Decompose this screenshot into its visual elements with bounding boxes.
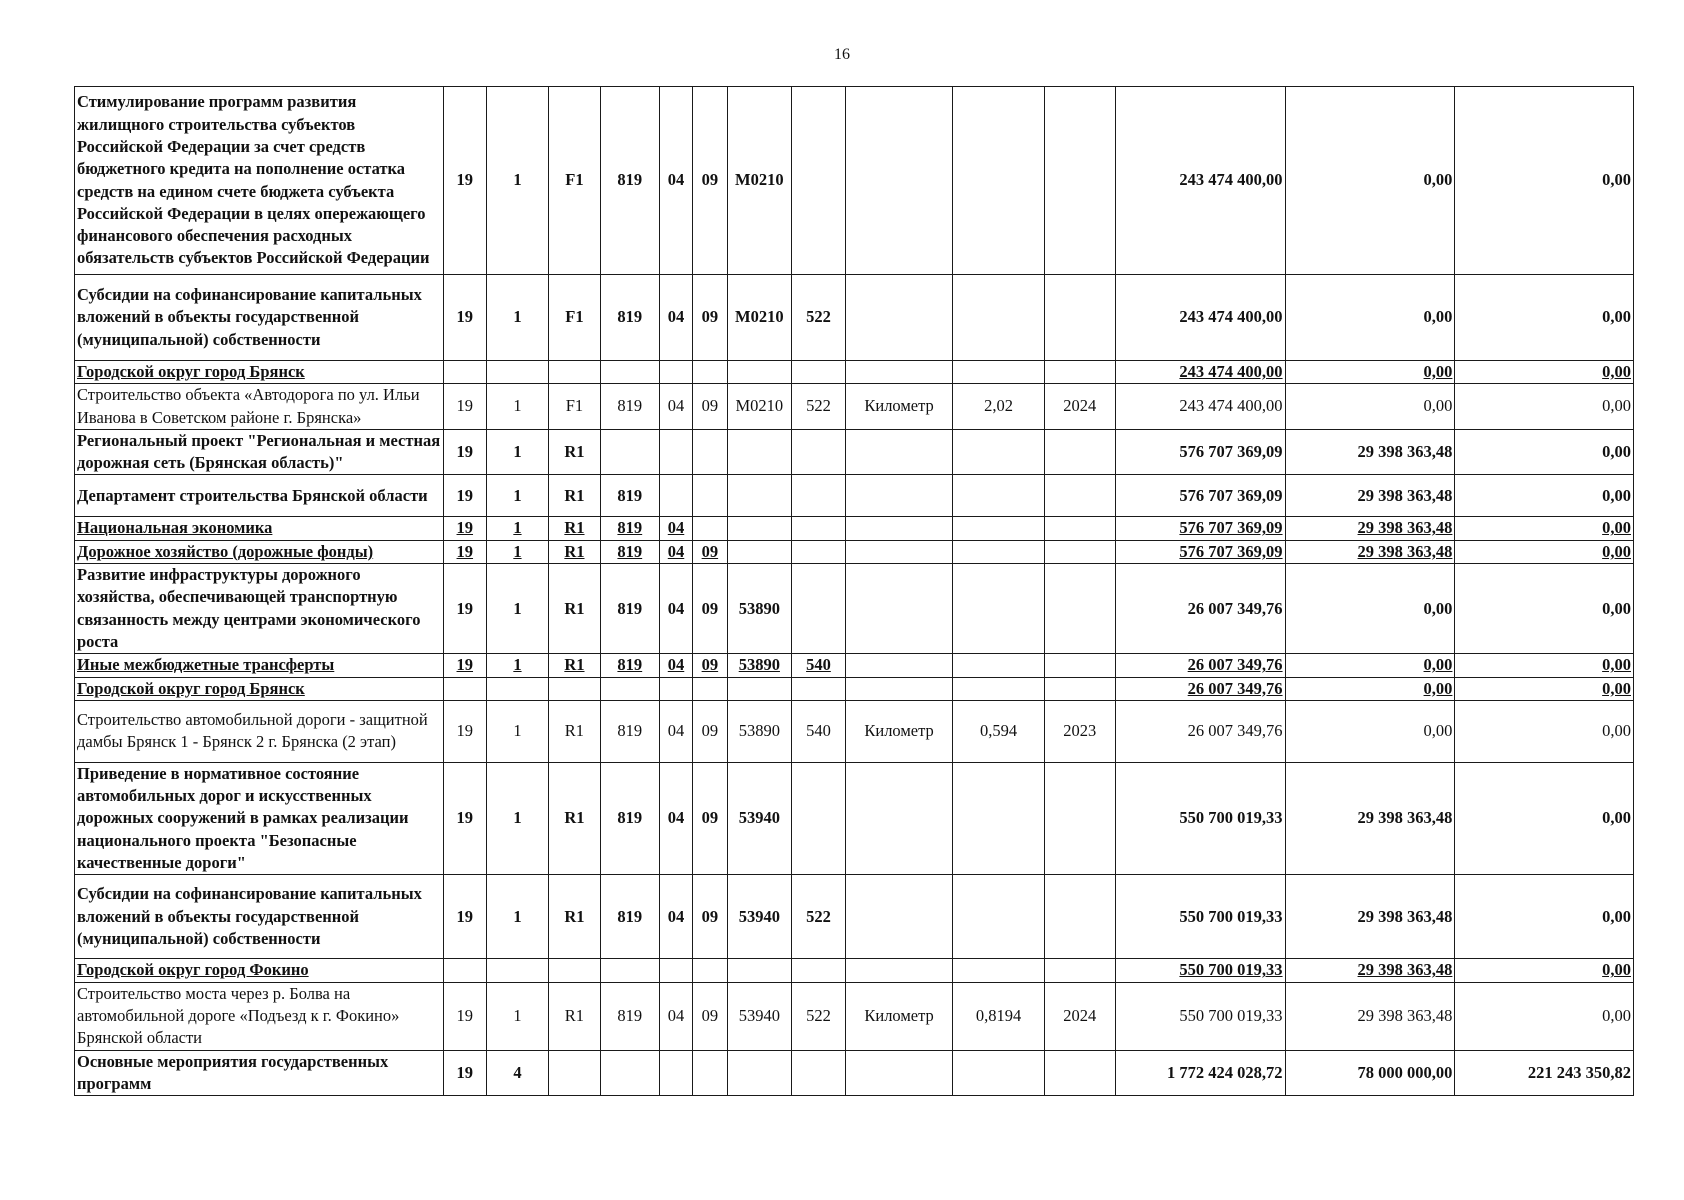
code-subprogram bbox=[486, 677, 548, 700]
code-section: 04 bbox=[659, 384, 692, 430]
unit-of-measure bbox=[845, 275, 953, 361]
table-row bbox=[75, 564, 1634, 654]
code-target-article: M0210 bbox=[727, 384, 792, 430]
code-subsection: 09 bbox=[693, 564, 727, 654]
amount-2024: 0,00 bbox=[1285, 700, 1455, 762]
commissioning-year: 2024 bbox=[1044, 982, 1115, 1050]
code-target-article bbox=[727, 517, 792, 540]
code-section: 04 bbox=[659, 564, 692, 654]
amount-2023: 550 700 019,33 bbox=[1115, 959, 1285, 982]
amount-2025: 0,00 bbox=[1455, 540, 1634, 563]
code-section: 04 bbox=[659, 875, 692, 959]
code-section bbox=[659, 361, 692, 384]
code-ministry: 819 bbox=[600, 875, 659, 959]
code-ministry: 819 bbox=[600, 654, 659, 677]
amount-2023: 1 772 424 028,72 bbox=[1115, 1050, 1285, 1096]
code-subsection: 09 bbox=[693, 275, 727, 361]
code-subsection bbox=[693, 677, 727, 700]
code-program: 19 bbox=[443, 700, 486, 762]
code-expense-type: 522 bbox=[792, 875, 846, 959]
code-program bbox=[443, 959, 486, 982]
row-name: Строительство автомобильной дороги - защитной дамбы Брянск 1 - Брянск 2 г. Брянска (2 этап) bbox=[75, 700, 444, 762]
code-program: 19 bbox=[443, 275, 486, 361]
code-ministry: 819 bbox=[600, 982, 659, 1050]
code-expense-type: 540 bbox=[792, 654, 846, 677]
unit-of-measure bbox=[845, 475, 953, 517]
amount-2023: 243 474 400,00 bbox=[1115, 87, 1285, 275]
unit-of-measure bbox=[845, 517, 953, 540]
table-row bbox=[75, 475, 1634, 517]
row-name: Субсидии на софинансирование капитальных вложений в объекты государственной (муниципальной) собственности bbox=[75, 875, 444, 959]
amount-2024: 29 398 363,48 bbox=[1285, 762, 1455, 874]
code-ministry: 819 bbox=[600, 700, 659, 762]
amount-2025: 0,00 bbox=[1455, 429, 1634, 475]
code-subsection bbox=[693, 517, 727, 540]
code-project: R1 bbox=[549, 429, 601, 475]
code-section: 04 bbox=[659, 654, 692, 677]
code-subprogram: 1 bbox=[486, 429, 548, 475]
capacity-value bbox=[953, 762, 1044, 874]
code-project: R1 bbox=[549, 540, 601, 563]
row-name: Иные межбюджетные трансферты bbox=[75, 654, 444, 677]
code-program: 19 bbox=[443, 384, 486, 430]
code-expense-type bbox=[792, 540, 846, 563]
table-row bbox=[75, 1050, 1634, 1096]
amount-2025: 0,00 bbox=[1455, 361, 1634, 384]
code-subsection: 09 bbox=[693, 762, 727, 874]
unit-of-measure: Километр bbox=[845, 384, 953, 430]
code-subprogram: 1 bbox=[486, 540, 548, 563]
code-project: R1 bbox=[549, 564, 601, 654]
amount-2025: 0,00 bbox=[1455, 475, 1634, 517]
code-section: 04 bbox=[659, 87, 692, 275]
code-section: 04 bbox=[659, 540, 692, 563]
amount-2024: 29 398 363,48 bbox=[1285, 540, 1455, 563]
table-row bbox=[75, 875, 1634, 959]
amount-2024: 29 398 363,48 bbox=[1285, 475, 1455, 517]
row-name: Городской округ город Брянск bbox=[75, 361, 444, 384]
unit-of-measure bbox=[845, 361, 953, 384]
row-name: Городской округ город Брянск bbox=[75, 677, 444, 700]
code-section: 04 bbox=[659, 700, 692, 762]
code-project: F1 bbox=[549, 87, 601, 275]
code-expense-type bbox=[792, 959, 846, 982]
code-project: F1 bbox=[549, 384, 601, 430]
capacity-value: 2,02 bbox=[953, 384, 1044, 430]
amount-2023: 26 007 349,76 bbox=[1115, 564, 1285, 654]
amount-2024: 0,00 bbox=[1285, 654, 1455, 677]
amount-2023: 26 007 349,76 bbox=[1115, 700, 1285, 762]
code-subprogram: 1 bbox=[486, 762, 548, 874]
amount-2025: 0,00 bbox=[1455, 87, 1634, 275]
row-name: Приведение в нормативное состояние автомобильных дорог и искусственных дорожных сооружений в рамках реализации национального проекта "Безопасные качественные дороги" bbox=[75, 762, 444, 874]
table-row bbox=[75, 87, 1634, 275]
code-target-article bbox=[727, 959, 792, 982]
code-subsection: 09 bbox=[693, 982, 727, 1050]
code-subsection bbox=[693, 429, 727, 475]
row-name: Развитие инфраструктуры дорожного хозяйства, обеспечивающей транспортную связанность между центрами экономического роста bbox=[75, 564, 444, 654]
code-program: 19 bbox=[443, 429, 486, 475]
code-ministry bbox=[600, 677, 659, 700]
code-ministry: 819 bbox=[600, 384, 659, 430]
table-row bbox=[75, 959, 1634, 982]
code-expense-type bbox=[792, 517, 846, 540]
unit-of-measure bbox=[845, 429, 953, 475]
code-subsection: 09 bbox=[693, 700, 727, 762]
code-project: R1 bbox=[549, 982, 601, 1050]
code-target-article bbox=[727, 475, 792, 517]
table-row bbox=[75, 429, 1634, 475]
unit-of-measure bbox=[845, 564, 953, 654]
code-section bbox=[659, 959, 692, 982]
code-project bbox=[549, 361, 601, 384]
code-subsection bbox=[693, 475, 727, 517]
capacity-value bbox=[953, 959, 1044, 982]
table-row bbox=[75, 700, 1634, 762]
code-ministry: 819 bbox=[600, 540, 659, 563]
code-program bbox=[443, 361, 486, 384]
code-expense-type bbox=[792, 429, 846, 475]
amount-2024: 29 398 363,48 bbox=[1285, 875, 1455, 959]
commissioning-year bbox=[1044, 677, 1115, 700]
code-project bbox=[549, 1050, 601, 1096]
amount-2023: 576 707 369,09 bbox=[1115, 540, 1285, 563]
code-section: 04 bbox=[659, 982, 692, 1050]
code-program: 19 bbox=[443, 762, 486, 874]
code-section: 04 bbox=[659, 762, 692, 874]
table-row bbox=[75, 361, 1634, 384]
code-target-article: 53940 bbox=[727, 875, 792, 959]
commissioning-year bbox=[1044, 762, 1115, 874]
code-subprogram: 1 bbox=[486, 475, 548, 517]
code-expense-type: 522 bbox=[792, 982, 846, 1050]
capacity-value bbox=[953, 875, 1044, 959]
code-expense-type bbox=[792, 564, 846, 654]
table-row bbox=[75, 982, 1634, 1050]
table-row bbox=[75, 517, 1634, 540]
code-subprogram: 1 bbox=[486, 384, 548, 430]
capacity-value bbox=[953, 429, 1044, 475]
table-row bbox=[75, 654, 1634, 677]
unit-of-measure bbox=[845, 875, 953, 959]
code-subprogram: 1 bbox=[486, 982, 548, 1050]
code-program: 19 bbox=[443, 564, 486, 654]
amount-2025: 0,00 bbox=[1455, 384, 1634, 430]
code-section: 04 bbox=[659, 275, 692, 361]
code-subprogram: 4 bbox=[486, 1050, 548, 1096]
code-ministry: 819 bbox=[600, 762, 659, 874]
capacity-value bbox=[953, 475, 1044, 517]
commissioning-year bbox=[1044, 654, 1115, 677]
unit-of-measure bbox=[845, 1050, 953, 1096]
code-program bbox=[443, 677, 486, 700]
commissioning-year bbox=[1044, 564, 1115, 654]
amount-2023: 576 707 369,09 bbox=[1115, 475, 1285, 517]
amount-2023: 243 474 400,00 bbox=[1115, 384, 1285, 430]
commissioning-year bbox=[1044, 517, 1115, 540]
code-section: 04 bbox=[659, 517, 692, 540]
capacity-value: 0,594 bbox=[953, 700, 1044, 762]
code-expense-type bbox=[792, 361, 846, 384]
amount-2023: 243 474 400,00 bbox=[1115, 361, 1285, 384]
commissioning-year bbox=[1044, 361, 1115, 384]
amount-2024: 0,00 bbox=[1285, 564, 1455, 654]
code-target-article bbox=[727, 540, 792, 563]
code-subsection: 09 bbox=[693, 654, 727, 677]
amount-2025: 0,00 bbox=[1455, 875, 1634, 959]
row-name: Национальная экономика bbox=[75, 517, 444, 540]
code-subsection: 09 bbox=[693, 540, 727, 563]
amount-2024: 78 000 000,00 bbox=[1285, 1050, 1455, 1096]
amount-2024: 0,00 bbox=[1285, 361, 1455, 384]
commissioning-year bbox=[1044, 1050, 1115, 1096]
code-ministry bbox=[600, 959, 659, 982]
code-program: 19 bbox=[443, 654, 486, 677]
code-program: 19 bbox=[443, 517, 486, 540]
code-subprogram: 1 bbox=[486, 564, 548, 654]
code-expense-type bbox=[792, 677, 846, 700]
amount-2023: 26 007 349,76 bbox=[1115, 654, 1285, 677]
amount-2023: 576 707 369,09 bbox=[1115, 429, 1285, 475]
code-subprogram: 1 bbox=[486, 275, 548, 361]
amount-2023: 550 700 019,33 bbox=[1115, 982, 1285, 1050]
code-project bbox=[549, 677, 601, 700]
code-subprogram bbox=[486, 361, 548, 384]
amount-2024: 29 398 363,48 bbox=[1285, 429, 1455, 475]
code-project: R1 bbox=[549, 517, 601, 540]
code-project: R1 bbox=[549, 475, 601, 517]
unit-of-measure bbox=[845, 654, 953, 677]
row-name: Стимулирование программ развития жилищного строительства субъектов Российской Федерации за счет средств бюджетного кредита на пополнение остатка средств на едином счете бюджета субъекта Российской Федерации в целях опережающего финансового обеспечения расходных обязательств субъектов Российской Федерации bbox=[75, 87, 444, 275]
row-name: Основные мероприятия государственных программ bbox=[75, 1050, 444, 1096]
code-subprogram bbox=[486, 959, 548, 982]
code-project bbox=[549, 959, 601, 982]
amount-2025: 0,00 bbox=[1455, 517, 1634, 540]
code-subsection bbox=[693, 959, 727, 982]
commissioning-year: 2024 bbox=[1044, 384, 1115, 430]
amount-2024: 0,00 bbox=[1285, 677, 1455, 700]
amount-2024: 29 398 363,48 bbox=[1285, 959, 1455, 982]
amount-2023: 550 700 019,33 bbox=[1115, 762, 1285, 874]
code-expense-type bbox=[792, 475, 846, 517]
budget-table bbox=[74, 86, 1634, 1096]
unit-of-measure bbox=[845, 540, 953, 563]
code-target-article bbox=[727, 677, 792, 700]
code-expense-type: 522 bbox=[792, 384, 846, 430]
capacity-value bbox=[953, 564, 1044, 654]
unit-of-measure bbox=[845, 677, 953, 700]
code-target-article bbox=[727, 361, 792, 384]
code-subsection bbox=[693, 361, 727, 384]
code-subprogram: 1 bbox=[486, 517, 548, 540]
row-name: Субсидии на софинансирование капитальных вложений в объекты государственной (муниципальной) собственности bbox=[75, 275, 444, 361]
capacity-value bbox=[953, 1050, 1044, 1096]
amount-2024: 0,00 bbox=[1285, 87, 1455, 275]
amount-2025: 0,00 bbox=[1455, 982, 1634, 1050]
commissioning-year bbox=[1044, 540, 1115, 563]
code-subprogram: 1 bbox=[486, 87, 548, 275]
code-project: R1 bbox=[549, 654, 601, 677]
amount-2024: 29 398 363,48 bbox=[1285, 517, 1455, 540]
row-name: Региональный проект "Региональная и местная дорожная сеть (Брянская область)" bbox=[75, 429, 444, 475]
commissioning-year bbox=[1044, 475, 1115, 517]
code-target-article: M0210 bbox=[727, 87, 792, 275]
capacity-value bbox=[953, 517, 1044, 540]
unit-of-measure: Километр bbox=[845, 982, 953, 1050]
code-program: 19 bbox=[443, 540, 486, 563]
code-target-article: 53940 bbox=[727, 762, 792, 874]
code-expense-type: 522 bbox=[792, 275, 846, 361]
capacity-value bbox=[953, 87, 1044, 275]
code-ministry: 819 bbox=[600, 517, 659, 540]
code-expense-type: 540 bbox=[792, 700, 846, 762]
code-subsection: 09 bbox=[693, 87, 727, 275]
amount-2024: 29 398 363,48 bbox=[1285, 982, 1455, 1050]
amount-2025: 0,00 bbox=[1455, 564, 1634, 654]
code-expense-type bbox=[792, 1050, 846, 1096]
code-subprogram: 1 bbox=[486, 654, 548, 677]
code-section bbox=[659, 1050, 692, 1096]
code-ministry bbox=[600, 1050, 659, 1096]
code-target-article bbox=[727, 1050, 792, 1096]
amount-2024: 0,00 bbox=[1285, 275, 1455, 361]
amount-2025: 0,00 bbox=[1455, 959, 1634, 982]
code-program: 19 bbox=[443, 982, 486, 1050]
commissioning-year bbox=[1044, 275, 1115, 361]
code-subsection: 09 bbox=[693, 875, 727, 959]
row-name: Департамент строительства Брянской области bbox=[75, 475, 444, 517]
table-row bbox=[75, 275, 1634, 361]
code-subprogram: 1 bbox=[486, 700, 548, 762]
capacity-value bbox=[953, 654, 1044, 677]
code-subsection: 09 bbox=[693, 384, 727, 430]
unit-of-measure bbox=[845, 87, 953, 275]
code-section bbox=[659, 677, 692, 700]
code-project: R1 bbox=[549, 762, 601, 874]
amount-2023: 243 474 400,00 bbox=[1115, 275, 1285, 361]
table-row bbox=[75, 677, 1634, 700]
unit-of-measure: Километр bbox=[845, 700, 953, 762]
code-ministry: 819 bbox=[600, 475, 659, 517]
code-target-article: 53940 bbox=[727, 982, 792, 1050]
code-section bbox=[659, 429, 692, 475]
code-target-article: 53890 bbox=[727, 654, 792, 677]
amount-2025: 0,00 bbox=[1455, 275, 1634, 361]
commissioning-year bbox=[1044, 875, 1115, 959]
table-row bbox=[75, 762, 1634, 874]
commissioning-year bbox=[1044, 959, 1115, 982]
row-name: Дорожное хозяйство (дорожные фонды) bbox=[75, 540, 444, 563]
amount-2023: 576 707 369,09 bbox=[1115, 517, 1285, 540]
code-ministry: 819 bbox=[600, 87, 659, 275]
code-expense-type bbox=[792, 87, 846, 275]
capacity-value bbox=[953, 540, 1044, 563]
amount-2025: 0,00 bbox=[1455, 677, 1634, 700]
amount-2025: 0,00 bbox=[1455, 762, 1634, 874]
unit-of-measure bbox=[845, 959, 953, 982]
code-subprogram: 1 bbox=[486, 875, 548, 959]
amount-2025: 0,00 bbox=[1455, 700, 1634, 762]
code-target-article: M0210 bbox=[727, 275, 792, 361]
code-program: 19 bbox=[443, 87, 486, 275]
code-program: 19 bbox=[443, 875, 486, 959]
code-expense-type bbox=[792, 762, 846, 874]
amount-2023: 26 007 349,76 bbox=[1115, 677, 1285, 700]
code-program: 19 bbox=[443, 475, 486, 517]
code-ministry: 819 bbox=[600, 275, 659, 361]
table-row bbox=[75, 384, 1634, 430]
code-target-article: 53890 bbox=[727, 564, 792, 654]
commissioning-year bbox=[1044, 429, 1115, 475]
code-program: 19 bbox=[443, 1050, 486, 1096]
page-number: 16 bbox=[834, 46, 850, 63]
amount-2025: 0,00 bbox=[1455, 654, 1634, 677]
code-section bbox=[659, 475, 692, 517]
code-project: R1 bbox=[549, 875, 601, 959]
row-name: Городской округ город Фокино bbox=[75, 959, 444, 982]
unit-of-measure bbox=[845, 762, 953, 874]
code-ministry: 819 bbox=[600, 564, 659, 654]
code-ministry bbox=[600, 429, 659, 475]
table-row bbox=[75, 540, 1634, 563]
amount-2023: 550 700 019,33 bbox=[1115, 875, 1285, 959]
row-name: Строительство моста через р. Болва на автомобильной дороге «Подъезд к г. Фокино» Брянской области bbox=[75, 982, 444, 1050]
commissioning-year bbox=[1044, 87, 1115, 275]
code-project: R1 bbox=[549, 700, 601, 762]
row-name: Строительство объекта «Автодорога по ул. Ильи Иванова в Советском районе г. Брянска» bbox=[75, 384, 444, 430]
code-ministry bbox=[600, 361, 659, 384]
code-subsection bbox=[693, 1050, 727, 1096]
code-project: F1 bbox=[549, 275, 601, 361]
code-target-article: 53890 bbox=[727, 700, 792, 762]
capacity-value bbox=[953, 677, 1044, 700]
code-target-article bbox=[727, 429, 792, 475]
commissioning-year: 2023 bbox=[1044, 700, 1115, 762]
capacity-value bbox=[953, 275, 1044, 361]
amount-2024: 0,00 bbox=[1285, 384, 1455, 430]
amount-2025: 221 243 350,82 bbox=[1455, 1050, 1634, 1096]
capacity-value bbox=[953, 361, 1044, 384]
capacity-value: 0,8194 bbox=[953, 982, 1044, 1050]
